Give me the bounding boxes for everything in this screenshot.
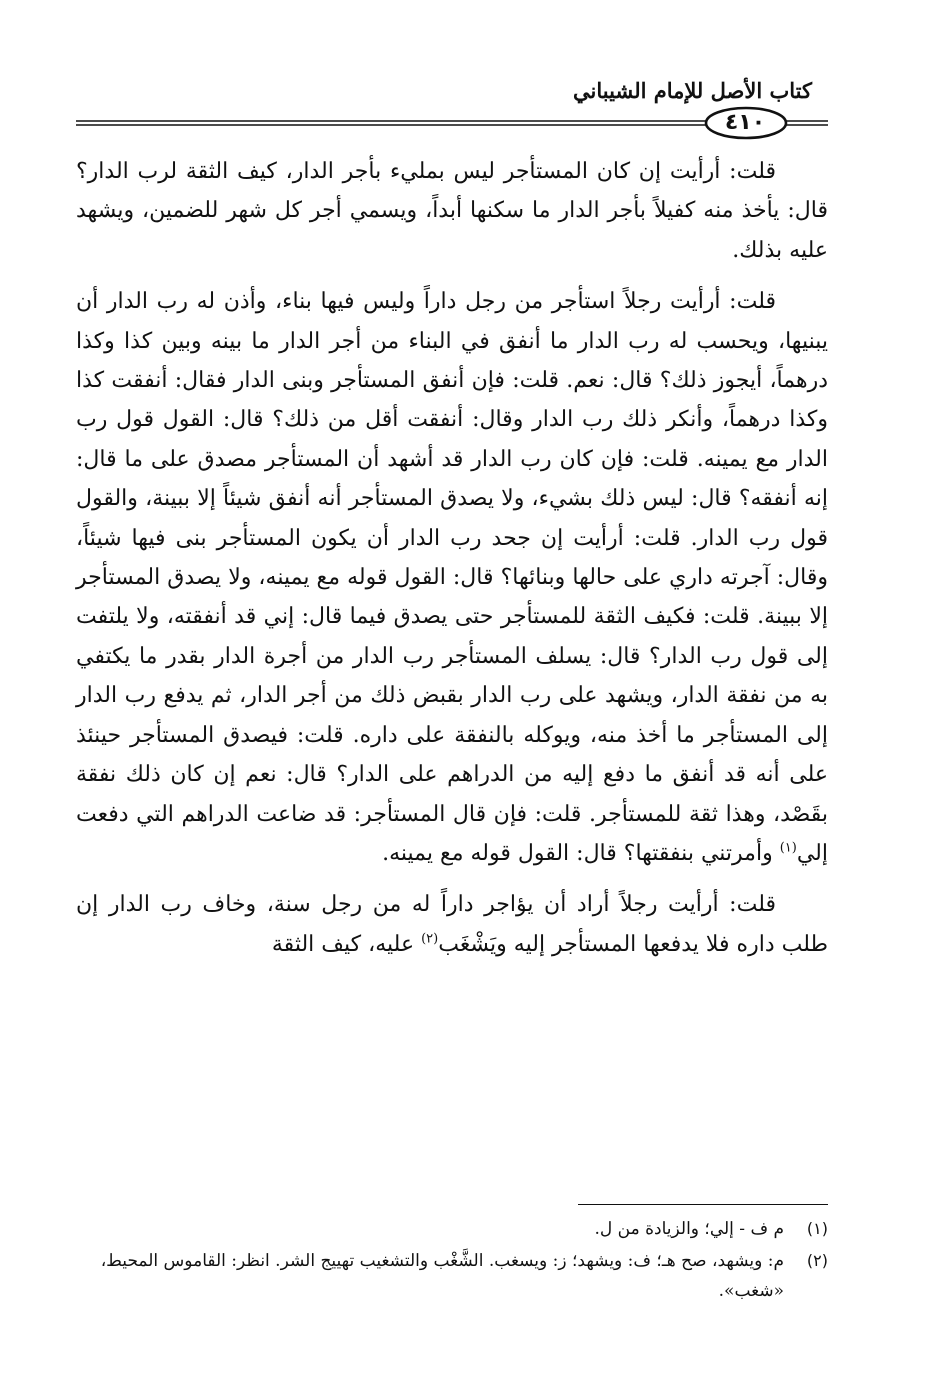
footnote-text: م ف - إلي؛ والزيادة من ل. bbox=[594, 1219, 784, 1239]
footnote-separator bbox=[578, 1204, 828, 1205]
paragraph-3 bbox=[76, 885, 828, 964]
footnote-ref-1: (١) bbox=[779, 840, 797, 856]
running-title: كتاب الأصل للإمام الشيباني bbox=[573, 78, 812, 103]
footnote-ref-2: (٢) bbox=[421, 931, 439, 947]
footnote-2 bbox=[76, 1246, 828, 1306]
footnote-number: (٢) bbox=[806, 1251, 828, 1270]
paragraph-2 bbox=[76, 282, 828, 873]
paragraph-text: قلت: أرأيت رجلاً استأجر من رجل داراً وليس فيها بناء، وأذن له رب الدار أن يبنيها، ويحسب له رب الدار ما أنفق في البناء من أجر الدار ما بينه وبين كذا وكذا درهماً، أيجوز ذلك؟ قال: نعم. قلت: فإن أنفق المستأجر وبنى الدار فقال: أنفقت كذا وكذا درهماً، وأنكر ذلك رب الدار وقال: أنفقت أقل من ذلك؟ قال: القول قول رب الدار مع يمينه. قلت: فإن كان رب الدار قد أشهد أن المستأجر مصدق على ما قال: إنه أنفقه؟ قال: ليس ذلك بشيء، ولا يصدق المستأجر أنه أنفق شيئاً إلا ببينة، والقول قول رب الدار. قلت: أرأيت إن جحد رب الدار أن يكون المستأجر بنى فيها شيئاً، وقال: آجرته داري على حالها وبنائها؟ قال: القول قوله مع يمينه، ولا يصدق المستأجر إلا ببينة. قلت: فكيف الثقة للمستأجر حتى يصدق فيما قال: إني قد أنفقته، ولا يلتفت إلى قول رب الدار؟ قال: يسلف المستأجر رب الدار من أجرة الدار بقدر ما يكتفي به من نفقة الدار، ويشهد على رب الدار بقبض ذلك من أجر الدار، ثم يدفع رب الدار إلى المستأجر ما أخذ منه، ويوكله بالنفقة على داره. قلت: فيصدق المستأجر حينئذ على أنه قد أنفق ما دفع إليه من الدراهم على الدار؟ قال: نعم إن كان ذلك نفقة بقَصْد، وهذا ثقة للمستأجر. قلت: فإن قال المستأجر: قد ضاعت الدراهم التي دفعت إلي bbox=[76, 289, 828, 866]
paragraph-text: قلت: أرأيت إن كان المستأجر ليس بمليء بأجر الدار، كيف الثقة لرب الدار؟ قال: يأخذ منه كفيلاً بأجر الدار ما سكنها أبداً، ويسمي أجر كل شهر للضمين، ويشهد عليه بذلك. bbox=[76, 159, 828, 263]
page-number: ٤١٠ bbox=[724, 110, 766, 135]
paragraph-1 bbox=[76, 152, 828, 270]
footnote-text: م: ويشهد، صح هـ؛ ف: ويشهد؛ ز: ويسغب. الشَّغْب والتشغيب تهييج الشر. انظر: القاموس المحيط، «شغب». bbox=[100, 1251, 784, 1301]
footnote-1 bbox=[76, 1214, 828, 1244]
main-text bbox=[76, 152, 828, 976]
paragraph-text: وأمرتني بنفقتها؟ قال: القول قوله مع يمينه. bbox=[382, 840, 780, 866]
footnote-number: (١) bbox=[806, 1219, 828, 1238]
footnotes bbox=[76, 1214, 828, 1308]
paragraph-text: قلت: أرأيت رجلاً أراد أن يؤاجر داراً له من رجل سنة، وخاف رب الدار إن طلب داره فلا يدفعها المستأجر إليه ويَشْغَب bbox=[76, 892, 828, 957]
paragraph-text: عليه، كيف الثقة bbox=[271, 931, 422, 957]
